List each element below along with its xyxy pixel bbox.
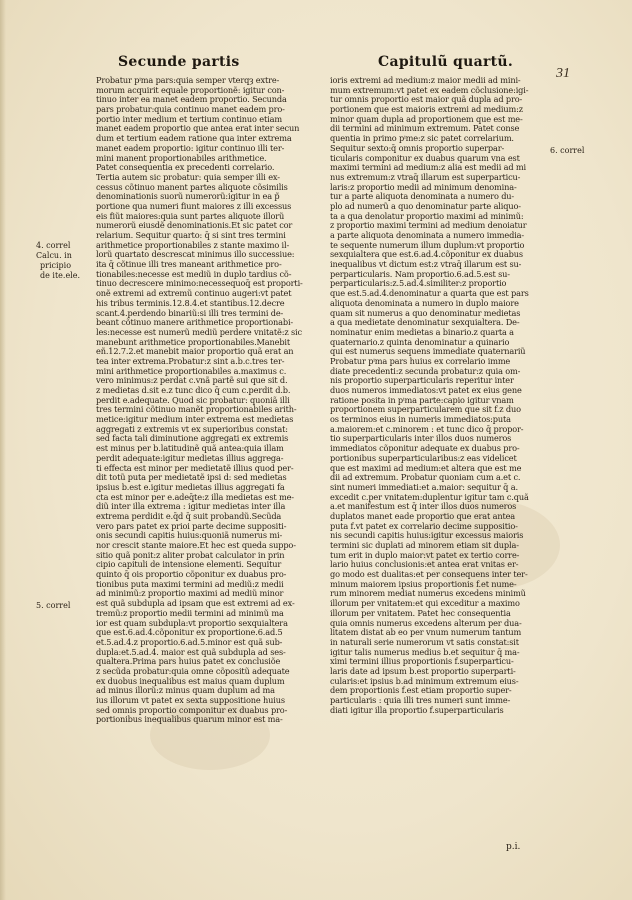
text-line: pars probatur:quia continuo manet eadem pro-	[96, 105, 285, 115]
text-line: eñ.12.7.2.et manebit maior proportio quã erat an	[96, 347, 294, 357]
text-line: nis secundi capitis huius:igitur excessus maioris	[330, 531, 524, 541]
text-line: extrema perdidit e.q̄d q̄ suit probandũ.Secũda	[96, 511, 282, 521]
text-line: igitur talis numerus medius b.et sequitur q̄ ma-	[330, 647, 520, 657]
text-line: tionibus puta maximi termini ad mediũ:z medii	[96, 579, 284, 589]
text-line: Patet consequentia ex precedenti correlario.	[96, 163, 275, 173]
text-line: illorum per vnitatem:et qui exceditur a maximo	[330, 599, 520, 609]
text-line: tea inter extrema.Probatur:z sint a.b.c.tres ter-	[96, 356, 285, 366]
text-line: dit totũ puta per medietatẽ ipsi d: sed medietas	[96, 473, 287, 483]
text-line: tum erit in duplo maior:vt patet ex tertio corre-	[330, 550, 520, 560]
text-line: onis secundi capitis huius:quoniã numerus mi-	[96, 531, 283, 541]
margin-note-5-correl: 5. correl	[36, 601, 71, 610]
text-line: ta a qua denolatur proportio maximi ad minimũ:	[330, 211, 524, 221]
text-line: minor quam dupla ad proportionem que est me-	[330, 114, 523, 124]
text-line: quia omnis numerus excedens alterum per dua-	[330, 618, 522, 628]
text-line: que est.5.ad.4.denominatur a quarta que est pars	[330, 289, 529, 299]
text-line: nis proportio superparticularis reperitur inter	[330, 376, 514, 386]
text-line: plo ad numerũ a quo denominatur parte aliquo-	[330, 201, 521, 211]
text-line: quam sit numerus a quo denominatur medietas	[330, 308, 521, 318]
margin-note-calcu: Calcu. in	[36, 251, 72, 260]
text-line: portionibus superparticularibus:z eas videlicet	[330, 453, 517, 463]
text-line: proportionem superparticularem que sit f.z duo	[330, 405, 521, 415]
text-line: cessus cõtinuo manent partes aliquote cõsimilis	[96, 182, 288, 192]
margin-note-4-correl: 4. correl	[36, 241, 71, 250]
text-line: illorum per vnitatem. Patet hec consequentia	[330, 608, 511, 618]
text-line: immediatos cõponitur adequate ex duabus pro-	[330, 444, 520, 454]
text-line: ratione posita in pⁱma parte:capio igitur vnam	[330, 395, 514, 405]
text-line: ita q̄ cõtinue illi tres maneant arithmetice pro-	[96, 260, 282, 270]
text-line: laris date ad ipsum b.est proportio superparti-	[330, 666, 516, 676]
text-line: maximi termini ad medium:z alia est medii ad mi	[330, 163, 526, 173]
text-line: ipsius b.est e.igitur medietas illius aggregati fa	[96, 482, 285, 492]
text-line: tio superparticularis inter illos duos numeros	[330, 434, 512, 444]
text-line: onẽ extremi ad extremũ continuo augeri:vt patet	[96, 289, 292, 299]
text-line: nominatur enim medietas a binario.z quarta a	[330, 327, 514, 337]
text-line: z medietas d.sit e.z tunc dico q̄ cum c.perdit d.b.	[96, 386, 291, 395]
text-line: manet eadem proportio que antea erat inter secun	[96, 124, 300, 134]
text-line: puta f.vt patet ex correlario decime suppositio-	[330, 521, 518, 531]
text-line: beant cõtinuo manere arithmetice proportionabi-	[96, 318, 294, 328]
text-line: dum et tertium eadem ratione qua inter extrema	[96, 134, 292, 144]
text-line: minum maiorem ipsius proportionis f.et nume-	[330, 579, 517, 589]
text-line: perdit adequate:igitur medietas illius aggrega-	[96, 453, 284, 463]
text-line: tur a parte aliquota denominata a numero du-	[330, 192, 515, 202]
text-line: dii ad extremum. Probatur quoniam cum a.et c.	[330, 473, 521, 483]
text-line: aliquota denominata a numero in duplo maiore	[330, 298, 519, 308]
text-line: cularis:et ipsius b.ad minimum extremum eius-	[330, 676, 519, 686]
text-line: morum acquirit equale proportionẽ: igitur con-	[96, 85, 285, 95]
text-line: cta est minor per e.adeq̄te:z illa medietas est me-	[96, 492, 294, 502]
signature-mark: p.i.	[506, 842, 521, 852]
text-line: portionibus inequalibus quarum minor est ma-	[96, 715, 283, 725]
text-line: mini manent proportionabiles arithmetice.	[96, 153, 267, 163]
text-line: est quã subdupla ad ipsam que est extremi ad ex-	[96, 599, 295, 609]
text-line: ximi termini illius proportionis f.superparticu-	[330, 657, 514, 667]
text-line: portio inter medium et tertium continuo etiam	[96, 114, 282, 124]
right-text-column	[330, 76, 546, 715]
text-line: eis fiũt maiores:quia sunt partes aliquote illorũ	[96, 211, 285, 221]
text-line: ex duobus inequalibus est maius quam duplum	[96, 676, 285, 686]
text-line: perparticularis:z.5.ad.4.similiter:z proportio	[330, 279, 507, 289]
text-line: tionabiles:necesse est mediũ in duplo tardius cõ-	[96, 269, 292, 279]
folio-number: 31	[556, 66, 570, 81]
text-line: lario huius conclusionis:et antea erat vnitas er-	[330, 560, 519, 570]
text-line: Tertia autem sic probatur: quia semper illi ex-	[96, 172, 280, 182]
text-line: denominationis suorũ numerorũ:igitur in ea p̃	[96, 192, 280, 202]
text-line: tremũ:z proportio medii termini ad minimũ ma	[96, 608, 284, 618]
text-line: dupla:et.5.ad.4. maior est quã subdupla ad ses-	[96, 647, 286, 657]
text-line: termini sic duplati ad minorem etiam sit dupla-	[330, 541, 519, 550]
text-line: relarium. Sequitur quarto: q̄ si sint tres termini	[96, 231, 286, 240]
text-line: tinuo decrescere minimo:necessequoq̄ est proporti-	[96, 279, 303, 289]
text-line: z proportio maximi termini ad medium denoiatur	[330, 221, 527, 231]
text-line: manet eadem proportio: igitur continuo illi ter-	[96, 143, 285, 153]
running-head-left: Secunde partis	[118, 54, 240, 70]
text-line: his tribus terminis.12.8.4.et stantibus.12.decre	[96, 298, 285, 308]
text-line: portione qua numeri fiunt maiores z illi excessus	[96, 201, 292, 211]
margin-note-de-ite-ele: de ite.ele.	[40, 271, 81, 280]
text-line: sed omnis proportio componitur ex duabus pro-	[96, 705, 288, 715]
text-line: perparticularis. Nam proportio.6.ad.5.est su-	[330, 269, 510, 279]
text-line: quaternario.z quinta denominatur a quinario	[330, 337, 510, 347]
text-line: Probatur pⁱma pars huius ex correlario imme	[330, 356, 511, 366]
text-line: z secũda probatur:quia omne cõpositũ adequate	[96, 666, 290, 676]
text-line: dem proportionis f.est etiam proportio super-	[330, 686, 512, 696]
text-line: cipio capituli de intensione elementi. Sequitur	[96, 560, 282, 570]
text-line: ad minimũ:z proportio maximi ad mediũ minor	[96, 589, 284, 599]
text-line: diati igitur illa proportio f.superparticularis	[330, 705, 504, 715]
text-line: ad minus illorũ:z minus quam duplum ad ma	[96, 686, 275, 696]
text-line: os terminos eius in numeris immediatos:puta	[330, 415, 511, 425]
text-line: perdit e.adequate. Quod sic probatur: quoniã illi	[96, 395, 290, 405]
text-line: dii termini ad minimum extremum. Patet conse	[330, 124, 520, 134]
text-line: arithmetice proportionabiles z stante maximo il-	[96, 240, 290, 250]
text-line: ti effecta est minor per medietatẽ illius quod per-	[96, 463, 294, 473]
text-line: numerorũ eiusdẽ denominationis.Et sic patet cor	[96, 221, 293, 231]
text-line: particularis : quia illi tres numeri sunt imme-	[330, 696, 511, 705]
text-line: sitio quã ponit:z aliter probat calculator in prin	[96, 550, 285, 560]
text-line: Probatur pⁱma pars:quia semper vterqȝ extre-	[96, 76, 280, 85]
text-line: ius illorum vt patet ex sexta suppositione huius	[96, 696, 285, 705]
page-gutter-shadow	[0, 0, 6, 900]
text-line: qui est numerus sequens immediate quaternariũ	[330, 347, 526, 357]
text-line: a qua medietate denominatur sexquialtera. De-	[330, 318, 520, 328]
text-line: ioris extremi ad medium:z maior medii ad mini-	[330, 76, 521, 85]
text-line: ticularis componitur ex duabus quarum vna est	[330, 153, 520, 163]
text-line: go modo est dualitas:et per consequens inter ter-	[330, 570, 528, 580]
text-line: laris:z proportio medii ad minimum denomina-	[330, 182, 517, 192]
text-line: diũ inter illa extrema : igitur medietas inter illa	[96, 502, 286, 512]
left-text-column	[96, 76, 322, 725]
text-line: a.maiorem:et c.minorem : et tunc dico q̄ propor-	[330, 424, 524, 434]
text-line: sed facta tali diminutione aggregati ex extremis	[96, 434, 289, 444]
text-line: que est maximi ad medium:et altera que est me	[330, 463, 522, 473]
text-line: ior est quam subdupla:vt proportio sexquialtera	[96, 618, 288, 628]
text-line: aggregati z extremis vt ex superioribus constat:	[96, 424, 288, 434]
text-line: sexquialtera que est.6.ad.4.cõponitur ex duabus	[330, 250, 523, 260]
text-line: duplatos manet eade proportio que erat antea	[330, 511, 516, 521]
margin-note-pricipio: pricipio	[40, 261, 72, 270]
text-line: vero pars patet ex prioi parte decime suppositi-	[96, 521, 287, 531]
text-line: portionem que est maioris extremi ad medium:z	[330, 105, 523, 115]
text-line: mini arithmetice proportionabiles a.maximus c.	[96, 366, 287, 376]
text-line: que est.6.ad.4.cõponitur ex proportione.6.ad.5	[96, 628, 283, 638]
text-line: Sequitur sexto:q̄ omnis proportio superpar-	[330, 143, 505, 153]
text-line: litatem distat ab eo per vnum numerum tantum	[330, 628, 522, 638]
text-line: nor crescit stante maiore.Et hec est queda suppo-	[96, 541, 296, 550]
text-line: in naturali serie numerorum vt satis constat:sit	[330, 637, 519, 647]
text-line: vero minimus:z perdat c.vnã partẽ sui que sit d.	[96, 376, 288, 386]
text-line: qualtera.Prima pars huius patet ex conclusiõe	[96, 657, 281, 667]
text-line: excedit c.per vnitatem:duplentur igitur tam c.quã	[330, 492, 529, 502]
text-line: quinto q̄ ois proportio cõponitur ex duabus pro-	[96, 570, 287, 580]
text-line: metice:igitur medium inter extrema est medietas	[96, 415, 294, 425]
text-line: rum minorem mediat numerus excedens minimũ	[330, 589, 526, 599]
text-line: sint numeri immediati:et a.maior: sequitur q̄ a.	[330, 482, 518, 492]
margin-note-6-correl: 6. correl	[550, 146, 585, 155]
text-line: manebunt arithmetice proportionabiles.Manebit	[96, 337, 291, 347]
text-line: duos numeros immediatos:vt patet ex eius gene	[330, 386, 522, 395]
text-line: lorũ quartato descrescat minimus illo successiue:	[96, 250, 295, 260]
text-line: mum extremum:vt patet ex eadem cõclusione:igi-	[330, 85, 529, 95]
text-line: quentia in primo pⁱme:z sic patet correlarium.	[330, 134, 514, 144]
text-line: tres termini cõtinuo manẽt proportionabiles arith-	[96, 405, 297, 415]
text-line: a.et manifestum est q̄ inter illos duos numeros	[330, 502, 517, 512]
text-line: nus extremum:z vtraq̄ illarum est superparticu-	[330, 172, 521, 182]
text-line: les:necesse est numerũ mediũ perdere vnitatẽ:z sic	[96, 327, 302, 337]
text-line: tinuo inter ea manet eadem proportio. Secunda	[96, 95, 287, 105]
text-line: te sequente numerum illum duplum:vt proportio	[330, 240, 525, 250]
text-line: scant.4.perdendo binariũ:si illi tres termini de-	[96, 308, 284, 318]
text-line: a parte aliquota denominata a numero immedia-	[330, 231, 525, 240]
text-line: tur omnis proportio est maior quã dupla ad pro-	[330, 95, 523, 105]
text-line: et.5.ad.4.z proportio.6.ad.5.minor est quã sub-	[96, 637, 283, 647]
text-line: inequalibus vt dictum est:z vtraq̄ illarum est su-	[330, 260, 522, 270]
text-line: diate precedenti:z secunda probatur:z quia om-	[330, 366, 521, 376]
running-head-right: Capitulũ quartũ.	[378, 54, 514, 70]
text-line: est minus per b.latitudinẽ quã antea:quia illam	[96, 444, 284, 454]
